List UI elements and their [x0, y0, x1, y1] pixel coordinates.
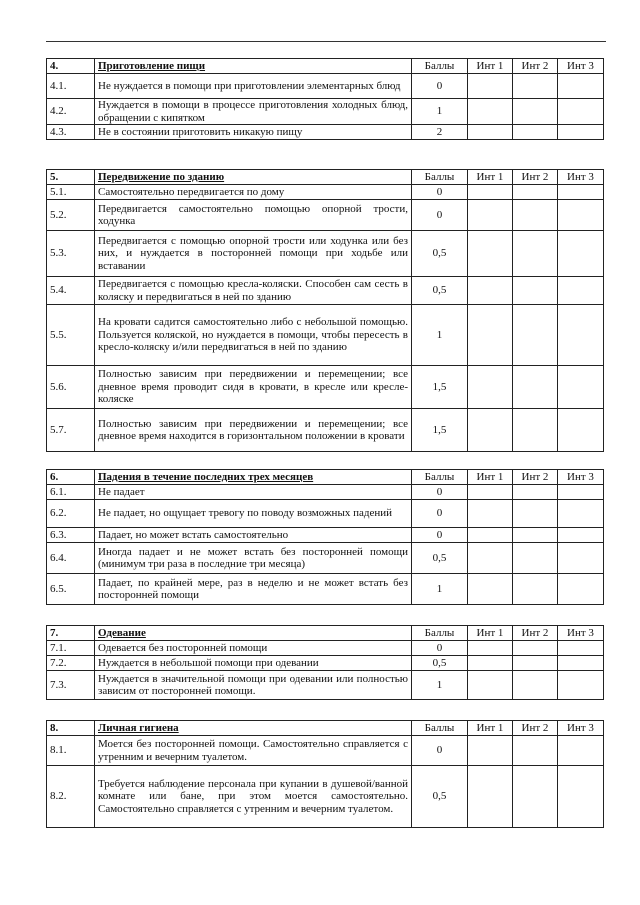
item-score: 0,5 [412, 543, 468, 574]
item-number: 6.3. [47, 528, 95, 543]
table-row [47, 366, 604, 409]
int3-column-header: Инт 3 [558, 170, 604, 185]
int1-column-header: Инт 1 [468, 59, 513, 74]
table-row [47, 528, 604, 543]
int3-cell[interactable] [558, 528, 604, 543]
int3-column-header: Инт 3 [558, 59, 604, 74]
item-number: 6.1. [47, 485, 95, 500]
int2-column-header: Инт 2 [513, 59, 558, 74]
int2-cell[interactable] [513, 574, 558, 605]
int1-column-header: Инт 1 [468, 626, 513, 641]
table-row [47, 641, 604, 656]
int2-column-header: Инт 2 [513, 170, 558, 185]
item-score: 0 [412, 500, 468, 528]
item-score: 1,5 [412, 366, 468, 409]
item-number: 5.6. [47, 366, 95, 409]
section-title: Передвижение по зданию [95, 170, 412, 185]
int2-cell[interactable] [513, 671, 558, 700]
table-row [47, 543, 604, 574]
int1-cell[interactable] [468, 200, 513, 231]
section-header-row [47, 626, 604, 641]
int2-cell[interactable] [513, 485, 558, 500]
int2-column-header: Инт 2 [513, 721, 558, 736]
item-description: Нуждается в небольшой помощи при одевании [95, 656, 412, 671]
item-score: 1 [412, 574, 468, 605]
int2-cell[interactable] [513, 125, 558, 140]
item-score: 1 [412, 99, 468, 125]
item-description: Не в состоянии приготовить никакую пищу [95, 125, 412, 140]
table-row [47, 277, 604, 305]
int3-cell[interactable] [558, 231, 604, 277]
int3-column-header: Инт 3 [558, 721, 604, 736]
int3-cell[interactable] [558, 200, 604, 231]
item-number: 8.2. [47, 766, 95, 828]
item-score: 0 [412, 641, 468, 656]
item-score: 1 [412, 671, 468, 700]
int2-cell[interactable] [513, 656, 558, 671]
int1-cell[interactable] [468, 231, 513, 277]
item-score: 0 [412, 74, 468, 99]
int3-cell[interactable] [558, 543, 604, 574]
item-score: 0 [412, 485, 468, 500]
table-row [47, 656, 604, 671]
section-header-row [47, 170, 604, 185]
int1-cell[interactable] [468, 656, 513, 671]
item-number: 5.3. [47, 231, 95, 277]
score-column-header: Баллы [412, 170, 468, 185]
section-title: Падения в течение последних трех месяцев [95, 470, 412, 485]
table-row [47, 231, 604, 277]
section-number: 6. [47, 470, 95, 485]
item-description: Нуждается в значительной помощи при одевании или полностью зависим от посторонней помощи. [95, 671, 412, 700]
item-score: 1,5 [412, 409, 468, 452]
int3-cell[interactable] [558, 641, 604, 656]
int2-cell[interactable] [513, 99, 558, 125]
int2-cell[interactable] [513, 366, 558, 409]
int1-cell[interactable] [468, 185, 513, 200]
page-top-rule [46, 41, 606, 42]
int3-cell[interactable] [558, 656, 604, 671]
int3-cell[interactable] [558, 671, 604, 700]
item-description: Не нуждается в помощи при приготовлении элементарных блюд [95, 74, 412, 99]
int3-cell[interactable] [558, 766, 604, 828]
int1-cell[interactable] [468, 277, 513, 305]
table-row [47, 409, 604, 452]
section-header-row [47, 721, 604, 736]
section-number: 8. [47, 721, 95, 736]
item-description: Полностью зависим при передвижении и перемещении; все дневное время проводит сидя в кровати, в кресле или кресле-коляске [95, 366, 412, 409]
int3-cell[interactable] [558, 736, 604, 766]
item-number: 7.2. [47, 656, 95, 671]
item-score: 0,5 [412, 656, 468, 671]
item-description: Падает, но может встать самостоятельно [95, 528, 412, 543]
item-description: Не падает [95, 485, 412, 500]
int2-cell[interactable] [513, 305, 558, 366]
int3-cell[interactable] [558, 99, 604, 125]
item-score: 0,5 [412, 766, 468, 828]
item-description: Не падает, но ощущает тревогу по поводу возможных падений [95, 500, 412, 528]
int2-cell[interactable] [513, 766, 558, 828]
int1-column-header: Инт 1 [468, 170, 513, 185]
int1-cell[interactable] [468, 99, 513, 125]
section-header-row [47, 470, 604, 485]
item-score: 1 [412, 305, 468, 366]
int1-cell[interactable] [468, 305, 513, 366]
int3-cell[interactable] [558, 366, 604, 409]
table-row [47, 485, 604, 500]
item-number: 7.3. [47, 671, 95, 700]
section-table-6 [46, 469, 604, 605]
int2-cell[interactable] [513, 543, 558, 574]
int1-cell[interactable] [468, 74, 513, 99]
int2-cell[interactable] [513, 277, 558, 305]
int3-cell[interactable] [558, 125, 604, 140]
item-description: Самостоятельно передвигается по дому [95, 185, 412, 200]
int1-cell[interactable] [468, 671, 513, 700]
item-number: 7.1. [47, 641, 95, 656]
table-row [47, 671, 604, 700]
item-number: 6.4. [47, 543, 95, 574]
int3-cell[interactable] [558, 574, 604, 605]
item-number: 4.1. [47, 74, 95, 99]
int1-cell[interactable] [468, 409, 513, 452]
item-description: Полностью зависим при передвижении и перемещении; все дневное время находится в горизонтальном положении в кровати [95, 409, 412, 452]
item-description: Передвигается самостоятельно помощью опорной трости, ходунка [95, 200, 412, 231]
int1-column-header: Инт 1 [468, 721, 513, 736]
item-number: 5.1. [47, 185, 95, 200]
table-row [47, 185, 604, 200]
table-row [47, 200, 604, 231]
int3-cell[interactable] [558, 485, 604, 500]
table-row [47, 99, 604, 125]
int2-cell[interactable] [513, 736, 558, 766]
score-column-header: Баллы [412, 721, 468, 736]
section-title: Приготовление пищи [95, 59, 412, 74]
item-number: 5.4. [47, 277, 95, 305]
item-description: Требуется наблюдение персонала при купании в душевой/ванной комнате или бане, при этом моется самостоятельно. Самостоятельно справляется с утренним и вечерним туалетом. [95, 766, 412, 828]
int3-cell[interactable] [558, 409, 604, 452]
int2-cell[interactable] [513, 641, 558, 656]
item-number: 6.5. [47, 574, 95, 605]
int1-cell[interactable] [468, 125, 513, 140]
score-column-header: Баллы [412, 470, 468, 485]
score-column-header: Баллы [412, 59, 468, 74]
int3-cell[interactable] [558, 305, 604, 366]
item-number: 4.2. [47, 99, 95, 125]
int2-cell[interactable] [513, 74, 558, 99]
item-score: 0 [412, 528, 468, 543]
int1-cell[interactable] [468, 574, 513, 605]
section-table-8 [46, 720, 604, 828]
int3-cell[interactable] [558, 74, 604, 99]
section-table-5 [46, 169, 604, 452]
int1-cell[interactable] [468, 500, 513, 528]
item-number: 4.3. [47, 125, 95, 140]
int1-cell[interactable] [468, 366, 513, 409]
item-description: Нуждается в помощи в процессе приготовления холодных блюд, обращении с кипятком [95, 99, 412, 125]
int1-cell[interactable] [468, 528, 513, 543]
int2-cell[interactable] [513, 185, 558, 200]
item-number: 5.5. [47, 305, 95, 366]
int1-column-header: Инт 1 [468, 470, 513, 485]
table-row [47, 305, 604, 366]
item-score: 0,5 [412, 277, 468, 305]
item-description: Падает, по крайней мере, раз в неделю и не может встать без посторонней помощи [95, 574, 412, 605]
int2-cell[interactable] [513, 409, 558, 452]
table-row [47, 125, 604, 140]
int3-cell[interactable] [558, 500, 604, 528]
item-description: Моется без посторонней помощи. Самостоятельно справляется с утренним и вечерним туалетом. [95, 736, 412, 766]
int2-column-header: Инт 2 [513, 470, 558, 485]
item-description: Передвигается с помощью кресла-коляски. Способен сам сесть в коляску и передвигаться в ней по зданию [95, 277, 412, 305]
int3-column-header: Инт 3 [558, 626, 604, 641]
section-number: 5. [47, 170, 95, 185]
item-number: 6.2. [47, 500, 95, 528]
section-table-4 [46, 58, 604, 140]
section-title: Личная гигиена [95, 721, 412, 736]
item-score: 0 [412, 736, 468, 766]
section-table-7 [46, 625, 604, 700]
item-description: На кровати садится самостоятельно либо с небольшой помощью. Пользуется коляской, но нуждается в помощи, чтобы пересесть в кресло-коляску и/или передвигаться в ней по зданию [95, 305, 412, 366]
item-number: 5.2. [47, 200, 95, 231]
section-number: 7. [47, 626, 95, 641]
int1-cell[interactable] [468, 736, 513, 766]
int3-cell[interactable] [558, 277, 604, 305]
int2-cell[interactable] [513, 200, 558, 231]
int2-column-header: Инт 2 [513, 626, 558, 641]
int1-cell[interactable] [468, 485, 513, 500]
table-row [47, 500, 604, 528]
int2-cell[interactable] [513, 528, 558, 543]
int1-cell[interactable] [468, 641, 513, 656]
int1-cell[interactable] [468, 766, 513, 828]
item-description: Иногда падает и не может встать без посторонней помощи (минимум три раза в последние три месяца) [95, 543, 412, 574]
item-score: 2 [412, 125, 468, 140]
item-number: 8.1. [47, 736, 95, 766]
item-score: 0 [412, 200, 468, 231]
table-row [47, 766, 604, 828]
section-title: Одевание [95, 626, 412, 641]
table-row [47, 574, 604, 605]
item-description: Передвигается с помощью опорной трости или ходунка или без них, и нуждается в посторонней помощи при ходьбе или вставании [95, 231, 412, 277]
score-column-header: Баллы [412, 626, 468, 641]
item-number: 5.7. [47, 409, 95, 452]
section-header-row [47, 59, 604, 74]
item-score: 0,5 [412, 231, 468, 277]
table-row [47, 74, 604, 99]
table-row [47, 736, 604, 766]
int2-cell[interactable] [513, 231, 558, 277]
item-score: 0 [412, 185, 468, 200]
int2-cell[interactable] [513, 500, 558, 528]
section-number: 4. [47, 59, 95, 74]
int1-cell[interactable] [468, 543, 513, 574]
item-description: Одевается без посторонней помощи [95, 641, 412, 656]
int3-column-header: Инт 3 [558, 470, 604, 485]
int3-cell[interactable] [558, 185, 604, 200]
